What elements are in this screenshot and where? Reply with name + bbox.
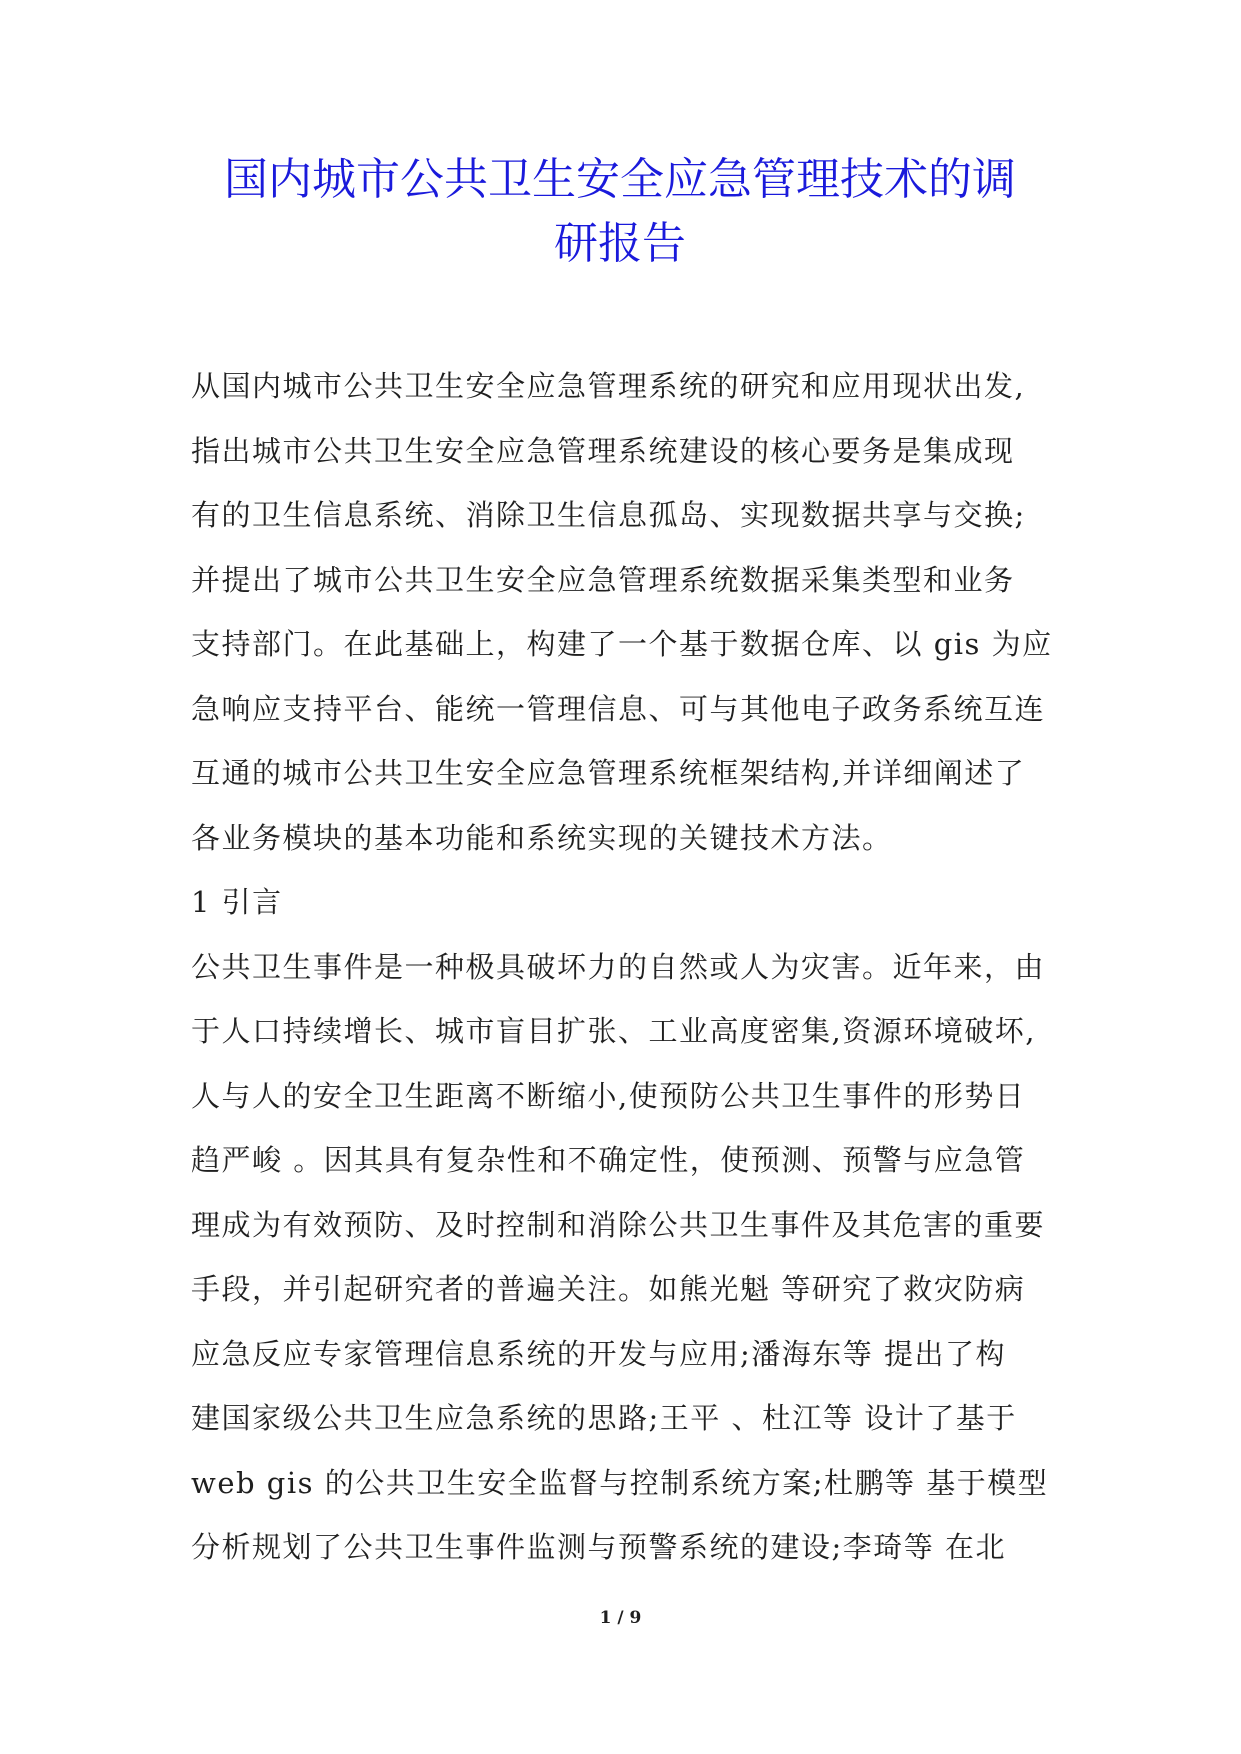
document-title: [150, 148, 1090, 276]
text-line: 建国家级公共卫生应急系统的思路;王平 、杜江等 设计了基于: [191, 1401, 1017, 1435]
text-line: 有的卫生信息系统、消除卫生信息孤岛、实现数据共享与交换;: [191, 498, 1026, 532]
text-line: 于人口持续增长、城市盲目扩张、工业高度密集,资源环境破坏,: [191, 1014, 1036, 1048]
page-number: 1 / 9: [599, 1608, 642, 1628]
text-line: 应急反应专家管理信息系统的开发与应用;潘海东等 提出了构: [191, 1336, 1006, 1371]
body-text: [191, 354, 1071, 1580]
text-line: 各业务模块的基本功能和系统实现的关键技术方法。: [191, 820, 893, 855]
text-line: 从国内城市公共卫生安全应急管理系统的研究和应用现状出发,: [191, 369, 1026, 403]
section-heading: 1 引言: [191, 885, 283, 919]
text-line: 趋严峻 。因其具有复杂性和不确定性，使预测、预警与应急管: [191, 1143, 1026, 1177]
text-line: 手段，并引起研究者的普遍关注。如熊光魁 等研究了救灾防病: [191, 1272, 1026, 1306]
text-line: web gis 的公共卫生安全监督与控制系统方案;杜鹏等 基于模型: [191, 1465, 1049, 1500]
text-line: 互通的城市公共卫生安全应急管理系统框架结构,并详细阐述了: [191, 756, 1026, 790]
title-line-1: 国内城市公共卫生安全应急管理技术的调: [224, 154, 1016, 205]
text-line: 公共卫生事件是一种极具破坏力的自然或人为灾害。近年来，由: [191, 949, 1046, 984]
text-line: 分析规划了公共卫生事件监测与预警系统的建设;李琦等 在北: [191, 1530, 1006, 1564]
text-line: 理成为有效预防、及时控制和消除公共卫生事件及其危害的重要: [191, 1207, 1046, 1242]
text-line: 急响应支持平台、能统一管理信息、可与其他电子政务系统互连: [191, 691, 1046, 726]
title-line-2: 研报告: [554, 218, 686, 269]
text-line: 并提出了城市公共卫生安全应急管理系统数据采集类型和业务: [191, 562, 1015, 597]
text-line: 人与人的安全卫生距离不断缩小,使预防公共卫生事件的形势日: [191, 1078, 1026, 1113]
text-line: 支持部门。在此基础上，构建了一个基于数据仓库、以 gis 为应: [191, 627, 1053, 661]
text-line: 指出城市公共卫生安全应急管理系统建设的核心要务是集成现: [191, 433, 1015, 468]
